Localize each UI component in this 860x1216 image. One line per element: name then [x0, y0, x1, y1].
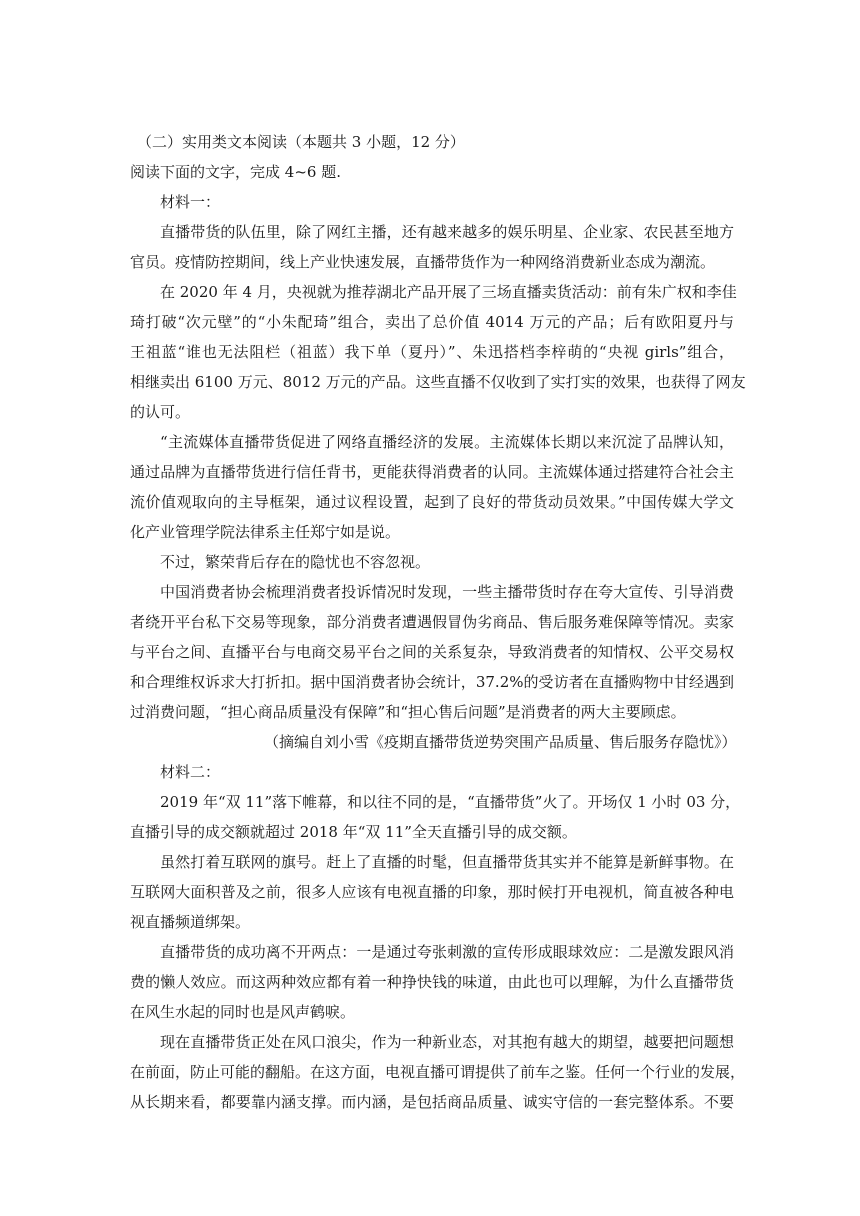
material2-label: 材料二： [160, 763, 221, 781]
paragraph-line: 直播带货的成功离不开两点：一是通过夸张刺激的宣传形成眼球效应：二是激发跟风消 [160, 943, 734, 961]
paragraph-line: 者绕开平台私下交易等现象，部分消费者遭遇假冒伪劣商品、售后服务难保障等情况。卖家 [130, 613, 734, 631]
paragraph-line: 直播带货的队伍里，除了网红主播，还有越来越多的娱乐明星、企业家、农民甚至地方 [160, 223, 734, 241]
paragraph-line: 相继卖出 6100 万元、8012 万元的产品。这些直播不仅收到了实打实的效果，也获得了网友 [130, 373, 746, 391]
paragraph-line: 和合理维权诉求大打折扣。据中国消费者协会统计，37.2%的受访者在直播购物中甘经遇到 [130, 673, 734, 691]
paragraph-line: 从长期来看，都要靠内涵支撑。而内涵，是包括商品质量、诚实守信的一套完整体系。不要 [130, 1093, 734, 1111]
paragraph-line: 在 2020 年 4 月，央视就为推荐湖北产品开展了三场直播卖货活动：前有朱广权和李佳 [160, 283, 737, 301]
paragraph-line: 不过，繁荣背后存在的隐忧也不容忽视。 [160, 553, 431, 571]
paragraph-line: 在前面，防止可能的翻船。在这方面，电视直播可谓提供了前车之鉴。任何一个行业的发展， [130, 1063, 746, 1081]
material1-source: （摘编自刘小雪《疫期直播带货逆势突围产品质量、售后服务存隐忧》） [264, 733, 737, 751]
paragraph-line: “主流媒体直播带货促进了网络直播经济的发展。主流媒体长期以来沉淀了品牌认知， [160, 433, 734, 451]
paragraph-line: 化产业管理学院法律系主任郑宁如是说。 [130, 523, 401, 541]
paragraph-line: 视直播频道绑架。 [130, 913, 251, 931]
paragraph-line: 与平台之间、直播平台与电商交易平台之间的关系复杂，导致消费者的知情权、公平交易权 [130, 643, 734, 661]
paragraph-line: 过消费问题，“担心商品质量没有保障”和“担心售后问题”是消费者的两大主要顾虑。 [130, 703, 686, 721]
paragraph-line: 互联网大面积普及之前，很多人应该有电视直播的印象，那时候打开电视机，简直被各种电 [130, 883, 734, 901]
paragraph-line: 直播引导的成交额就超过 2018 年“双 11”全天直播引导的成交额。 [130, 823, 577, 841]
paragraph-line: 2019 年“双 11”落下帷幕，和以往不同的是，“直播带货”火了。开场仅 1 小时 03 分， [160, 793, 741, 811]
paragraph-line: 琦打破“次元壁”的“小朱配琦”组合，卖出了总价值 4014 万元的产品；后有欧阳夏丹与 [130, 313, 734, 331]
section-header: （二）实用类文本阅读（本题共 3 小题，12 分） [137, 133, 465, 151]
paragraph-line: 现在直播带货正处在风口浪尖，作为一种新业态，对其抱有越大的期望，越要把问题想 [160, 1033, 734, 1051]
instruction: 阅读下面的文字，完成 4~6 题. [130, 163, 341, 181]
paragraph-line: 官员。疫情防控期间，线上产业快速发展，直播带货作为一种网络消费新业态成为潮流。 [130, 253, 716, 271]
paragraph-line: 通过品牌为直播带货进行信任背书，更能获得消费者的认同。主流媒体通过搭建符合社会主 [130, 463, 734, 481]
paragraph-line: 中国消费者协会梳理消费者投诉情况时发现，一些主播带货时存在夸大宣传、引导消费 [160, 583, 734, 601]
paragraph-line: 的认可。 [130, 403, 191, 421]
material1-label: 材料一： [160, 193, 221, 211]
paragraph-line: 费的懒人效应。而这两种效应都有着一种挣快钱的味道，由此也可以理解，为什么直播带货 [130, 973, 734, 991]
paragraph-line: 王祖蓝“谁也无法阻栏（祖蓝）我下单（夏丹）”、朱迅搭档李梓萌的“央视 girls”组合， [130, 343, 734, 361]
paragraph-line: 在风生水起的同时也是风声鹤唳。 [130, 1003, 356, 1021]
paragraph-line: 流价值观取向的主导框架，通过议程设置，起到了良好的带货动员效果。”中国传媒大学文 [130, 493, 734, 511]
paragraph-line: 虽然打着互联网的旗号。赶上了直播的时髦，但直播带货其实并不能算是新鲜事物。在 [160, 853, 734, 871]
